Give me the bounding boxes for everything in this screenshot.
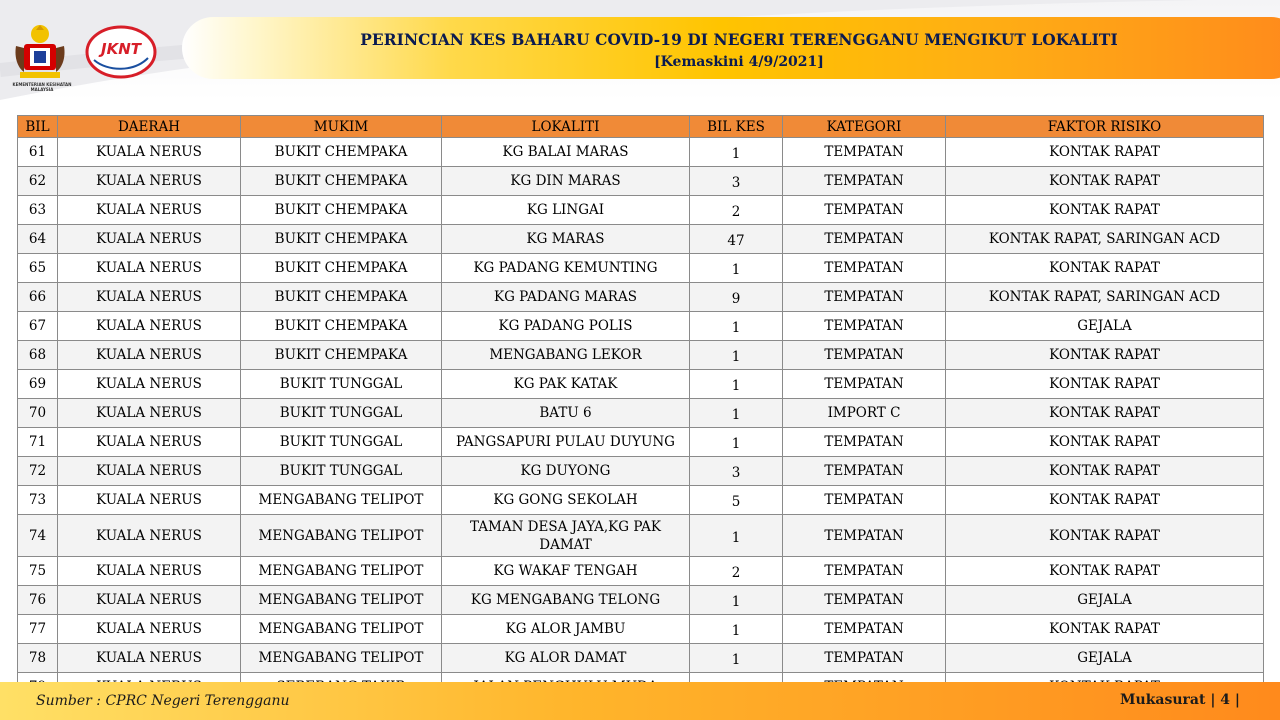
cell-daerah: KUALA NERUS [58,370,241,399]
table-row [18,428,1264,457]
page-label: Mukasurat [1120,692,1206,708]
table-body [18,138,1264,720]
cell-daerah: KUALA NERUS [58,196,241,225]
cell-bil-kes: 1 [690,254,783,283]
cell-daerah: KUALA NERUS [58,341,241,370]
cell-daerah: KUALA NERUS [58,138,241,167]
cases-table [17,115,1264,720]
cell-faktor-risiko: GEJALA [946,312,1264,341]
table-row [18,586,1264,615]
cell-faktor-risiko: KONTAK RAPAT, SARINGAN ACD [946,283,1264,312]
cell-lokaliti: KG MARAS [442,225,690,254]
cell-bil-kes: 9 [690,283,783,312]
cell-bil-kes: 1 [690,138,783,167]
cell-bil: 78 [18,644,58,673]
column-header: BIL KES [690,116,783,138]
cell-bil: 76 [18,586,58,615]
cell-bil: 75 [18,557,58,586]
cell-lokaliti: KG PADANG KEMUNTING [442,254,690,283]
cell-lokaliti: KG BALAI MARAS [442,138,690,167]
cell-kategori: TEMPATAN [783,644,946,673]
cell-kategori: TEMPATAN [783,615,946,644]
cell-bil: 77 [18,615,58,644]
cell-daerah: KUALA NERUS [58,515,241,557]
cell-daerah: KUALA NERUS [58,167,241,196]
table-row [18,557,1264,586]
cell-bil-kes: 1 [690,312,783,341]
cell-lokaliti: KG PADANG POLIS [442,312,690,341]
cell-daerah: KUALA NERUS [58,283,241,312]
jknt-logo [84,24,158,80]
cell-bil: 68 [18,341,58,370]
page-indicator [1120,692,1240,708]
cell-kategori: TEMPATAN [783,428,946,457]
cell-faktor-risiko: KONTAK RAPAT [946,515,1264,557]
cell-kategori: IMPORT C [783,399,946,428]
cell-mukim: MENGABANG TELIPOT [241,557,442,586]
cell-bil: 67 [18,312,58,341]
cell-lokaliti: KG PAK KATAK [442,370,690,399]
cell-bil-kes: 1 [690,615,783,644]
column-header: BIL [18,116,58,138]
table-row [18,167,1264,196]
cell-faktor-risiko: KONTAK RAPAT [946,341,1264,370]
column-header: KATEGORI [783,116,946,138]
cell-faktor-risiko: GEJALA [946,644,1264,673]
cell-bil-kes: 3 [690,457,783,486]
cell-bil: 62 [18,167,58,196]
table-row [18,341,1264,370]
cell-kategori: TEMPATAN [783,341,946,370]
cell-kategori: TEMPATAN [783,312,946,341]
cell-bil-kes: 1 [690,644,783,673]
cell-mukim: MENGABANG TELIPOT [241,615,442,644]
cell-bil-kes: 2 [690,196,783,225]
cell-bil-kes: 1 [690,370,783,399]
source-note: Sumber : CPRC Negeri Terengganu [36,693,290,709]
cell-daerah: KUALA NERUS [58,486,241,515]
cell-faktor-risiko: GEJALA [946,586,1264,615]
cell-bil: 72 [18,457,58,486]
cell-lokaliti: MENGABANG LEKOR [442,341,690,370]
cell-daerah: KUALA NERUS [58,644,241,673]
table-row [18,515,1264,557]
cell-daerah: KUALA NERUS [58,557,241,586]
title-banner [182,17,1280,79]
cell-mukim: BUKIT CHEMPAKA [241,167,442,196]
table-row [18,312,1264,341]
cell-bil: 74 [18,515,58,557]
cell-bil-kes: 2 [690,557,783,586]
cell-kategori: TEMPATAN [783,167,946,196]
cell-faktor-risiko: KONTAK RAPAT [946,486,1264,515]
footer [0,682,1280,720]
cell-bil: 70 [18,399,58,428]
cell-faktor-risiko: KONTAK RAPAT [946,138,1264,167]
cell-lokaliti: TAMAN DESA JAYA,KG PAK DAMAT [442,515,690,557]
cell-bil-kes: 1 [690,428,783,457]
cell-lokaliti: BATU 6 [442,399,690,428]
cell-faktor-risiko: KONTAK RAPAT [946,399,1264,428]
cell-mukim: MENGABANG TELIPOT [241,644,442,673]
cell-lokaliti: KG DUYONG [442,457,690,486]
table-row [18,486,1264,515]
table-row [18,254,1264,283]
cell-mukim: BUKIT CHEMPAKA [241,254,442,283]
table-row [18,457,1264,486]
cell-kategori: TEMPATAN [783,283,946,312]
cell-faktor-risiko: KONTAK RAPAT [946,254,1264,283]
cell-bil: 71 [18,428,58,457]
table-row [18,196,1264,225]
table-row [18,370,1264,399]
cell-bil-kes: 1 [690,341,783,370]
cell-daerah: KUALA NERUS [58,457,241,486]
cell-kategori: TEMPATAN [783,370,946,399]
cell-faktor-risiko: KONTAK RAPAT [946,557,1264,586]
cell-mukim: BUKIT TUNGGAL [241,399,442,428]
cell-bil-kes: 1 [690,586,783,615]
cell-daerah: KUALA NERUS [58,254,241,283]
header [0,0,1280,100]
cell-bil: 66 [18,283,58,312]
cell-mukim: BUKIT CHEMPAKA [241,341,442,370]
cell-mukim: BUKIT TUNGGAL [241,457,442,486]
cell-bil-kes: 1 [690,515,783,557]
ministry-logo-label: KEMENTERIAN KESIHATAN MALAYSIA [12,82,72,92]
cell-lokaliti: KG LINGAI [442,196,690,225]
cell-lokaliti: KG GONG SEKOLAH [442,486,690,515]
cell-faktor-risiko: KONTAK RAPAT [946,370,1264,399]
cell-mukim: BUKIT TUNGGAL [241,428,442,457]
cell-bil: 65 [18,254,58,283]
cell-bil-kes: 1 [690,399,783,428]
table-row [18,644,1264,673]
cell-kategori: TEMPATAN [783,515,946,557]
cell-faktor-risiko: KONTAK RAPAT [946,167,1264,196]
cell-faktor-risiko: KONTAK RAPAT [946,196,1264,225]
table-header-row [18,116,1264,138]
page-number: 4 [1220,692,1231,708]
page-title: PERINCIAN KES BAHARU COVID-19 DI NEGERI TERENGGANU MENGIKUT LOKALITI [360,31,1118,49]
column-header: MUKIM [241,116,442,138]
cell-kategori: TEMPATAN [783,225,946,254]
table-row [18,399,1264,428]
cell-bil: 63 [18,196,58,225]
cell-faktor-risiko: KONTAK RAPAT [946,457,1264,486]
cell-bil: 64 [18,225,58,254]
cell-lokaliti: PANGSAPURI PULAU DUYUNG [442,428,690,457]
cell-bil-kes: 5 [690,486,783,515]
cell-faktor-risiko: KONTAK RAPAT, SARINGAN ACD [946,225,1264,254]
cell-lokaliti: KG ALOR DAMAT [442,644,690,673]
cell-mukim: MENGABANG TELIPOT [241,486,442,515]
column-header: LOKALITI [442,116,690,138]
cell-bil-kes: 3 [690,167,783,196]
cell-kategori: TEMPATAN [783,254,946,283]
cell-kategori: TEMPATAN [783,138,946,167]
cell-mukim: BUKIT CHEMPAKA [241,225,442,254]
cell-kategori: TEMPATAN [783,557,946,586]
cell-bil: 69 [18,370,58,399]
column-header: DAERAH [58,116,241,138]
cell-faktor-risiko: KONTAK RAPAT [946,428,1264,457]
update-date: [Kemaskini 4/9/2021] [654,54,824,70]
cell-kategori: TEMPATAN [783,486,946,515]
cell-mukim: BUKIT CHEMPAKA [241,196,442,225]
cell-kategori: TEMPATAN [783,457,946,486]
cell-bil-kes: 47 [690,225,783,254]
cell-bil: 61 [18,138,58,167]
table-row [18,138,1264,167]
cell-kategori: TEMPATAN [783,586,946,615]
table-row [18,225,1264,254]
cell-mukim: BUKIT CHEMPAKA [241,138,442,167]
cell-mukim: MENGABANG TELIPOT [241,515,442,557]
jknt-logo-text: JKNT [101,40,141,58]
cell-daerah: KUALA NERUS [58,225,241,254]
page-separator-end: | [1234,692,1240,708]
table-row [18,615,1264,644]
cell-daerah: KUALA NERUS [58,586,241,615]
cell-lokaliti: KG PADANG MARAS [442,283,690,312]
cell-mukim: BUKIT TUNGGAL [241,370,442,399]
cell-lokaliti: KG ALOR JAMBU [442,615,690,644]
page-separator: | [1210,692,1216,708]
column-header: FAKTOR RISIKO [946,116,1264,138]
cell-lokaliti: KG WAKAF TENGAH [442,557,690,586]
cell-mukim: BUKIT CHEMPAKA [241,312,442,341]
cell-lokaliti: KG MENGABANG TELONG [442,586,690,615]
cell-bil: 73 [18,486,58,515]
cell-kategori: TEMPATAN [783,196,946,225]
table-row [18,283,1264,312]
cell-faktor-risiko: KONTAK RAPAT [946,615,1264,644]
cell-daerah: KUALA NERUS [58,615,241,644]
cell-daerah: KUALA NERUS [58,312,241,341]
cell-daerah: KUALA NERUS [58,399,241,428]
cell-mukim: BUKIT CHEMPAKA [241,283,442,312]
cell-daerah: KUALA NERUS [58,428,241,457]
cell-mukim: MENGABANG TELIPOT [241,586,442,615]
cell-lokaliti: KG DIN MARAS [442,167,690,196]
